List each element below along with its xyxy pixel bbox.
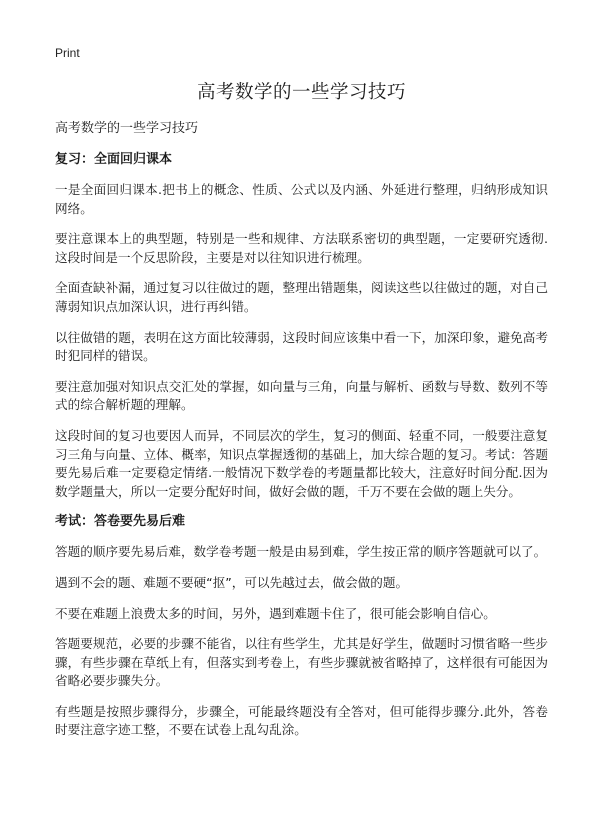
section-review bbox=[55, 151, 548, 501]
paragraph: 不要在难题上浪费太多的时间，另外，遇到难题卡住了，很可能会影响自信心。 bbox=[55, 605, 496, 621]
paragraph: 遇到不会的题、难题不要硬“抠”，可以先越过去，做会做的题。 bbox=[55, 574, 409, 590]
paragraph: 一是全面回归课本.把书上的概念、性质、公式以及内涵、外延进行整理，归纳形成知识网络。 bbox=[55, 182, 548, 216]
paragraph: 全面查缺补漏，通过复习以往做过的题，整理出错题集，阅读这些以往做过的题，对自己薄弱知识点加深认识，进行再纠错。 bbox=[55, 280, 548, 314]
section-exam bbox=[55, 513, 548, 740]
paragraph: 答题要规范，必要的步骤不能省，以往有些学生，尤其是好学生，做题时习惯省略一些步骤，有些步骤在草纸上有，但落实到考卷上，有些步骤就被省略掉了，这样很有可能因为省略必要步骤失分。 bbox=[55, 636, 548, 689]
paragraph: 答题的顺序要先易后难，数学卷考题一般是由易到难，学生按正常的顺序答题就可以了。 bbox=[55, 544, 547, 560]
section-heading-review: 复习：全面回归课本 bbox=[55, 152, 173, 167]
paragraph: 要注意加强对知识点交汇处的掌握，如向量与三角，向量与解析、函数与导数、数列不等式的综合解析题的理解。 bbox=[55, 378, 548, 413]
print-link[interactable]: Print bbox=[55, 46, 80, 60]
paragraph: 以往做错的题，表明在这方面比较薄弱，这段时间应该集中看一下，加深印象，避免高考时犯同样的错误。 bbox=[55, 329, 548, 364]
paragraph: 要注意课本上的典型题，特别是一些和规律、方法联系密切的典型题，一定要研究透彻.这段时间是一个反思阶段，主要是对以往知识进行梳理。 bbox=[55, 231, 548, 265]
document-subtitle: 高考数学的一些学习技巧 bbox=[55, 121, 199, 136]
paragraph: 有些题是按照步骤得分，步骤全，可能最终题没有全答对，但可能得步骤分.此外，答卷时要注意字迹工整，不要在试卷上乱勾乱涂。 bbox=[55, 703, 548, 738]
paragraph: 这段时间的复习也要因人而异，不同层次的学生，复习的侧面、轻重不同，一般要注意复习三角与向量、立体、概率，知识点掌握透彻的基础上，加大综合题的复习。考试：答题要先易后难一定要稳定情绪.一般情况下数学卷的考题量都比较大，注意好时间分配.因为数学题量大，所以一定要分配好时间，做好会做的题，千万不要在会做的题上失分。 bbox=[55, 427, 548, 499]
section-heading-exam: 考试：答卷要先易后难 bbox=[55, 514, 186, 530]
page-title: 高考数学的一些学习技巧 bbox=[196, 82, 406, 103]
